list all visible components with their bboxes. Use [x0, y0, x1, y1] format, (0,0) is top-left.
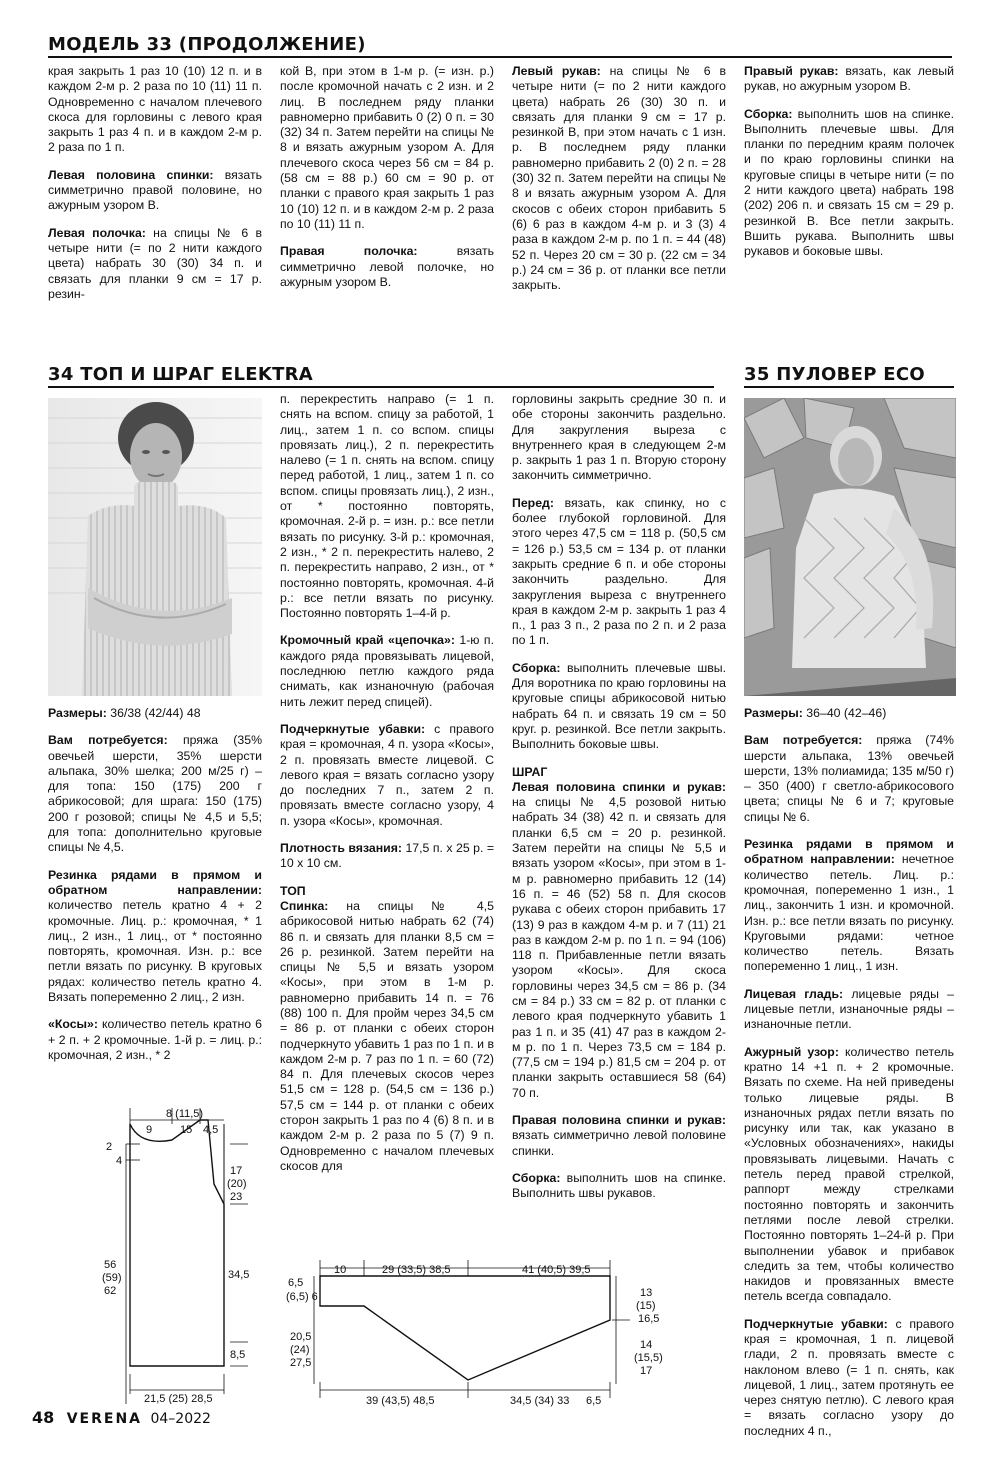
top-col2-paragraph [280, 244, 494, 290]
m34-col3-heading: Сборка: [512, 1170, 561, 1185]
m34-col3-text: вязать, как спинку, но с более глубокой горловиной. Для этого через 47,5 см = 118 р. (50,5 см = 126 р.) 53,5 см = 134 р. от планки закрыть средние 6 п. и обе стороны закончить раздельно. Для закругления выреза с внутреннего края в каждом 2-м р. закрыть 1 раз 4 п., 1 раз 3 п., 2 раза по 2 п. и 2 раза по 1 п. [512, 495, 726, 648]
m34-col2-text: с правого края = кромочная, 4 п. узора «Косы», 2 п. провязать вместе лицевой. С левого края = вязать согласно узору до последних 7 п., затем 2 п. провязать вместе согласно узору, 4 п. узора «Косы», кромочная. [280, 721, 495, 828]
top-col1-heading: Левая полочка: [48, 225, 146, 240]
section-title-model34: 34 ТОП И ШРАГ ELEKTRA [48, 364, 314, 385]
m34-col2-heading: Подчеркнутые убавки: [280, 721, 426, 736]
top-col4-paragraph [744, 107, 954, 260]
diagram-shrug-pattern [286, 1258, 672, 1408]
top-col4-heading: Правый рукав: [744, 64, 839, 78]
m34-col1-paragraph [48, 1017, 262, 1063]
top-col1-paragraph [48, 226, 262, 302]
m35-col-text: пряжа (74% шерсти альпака, 13% овечьей шерсти, 13% полиамида; 135 м/50 г) – 350 (400) г светло-абрикосового цвета; спицы № 6 и 7; круговые спицы № 6. [744, 733, 954, 824]
shrug-dim-155: (15,5) [634, 1352, 663, 1364]
shrug-dim-6: (6,5) 6 [286, 1291, 318, 1303]
m34-col3-heading: Перед: [512, 495, 554, 510]
m34-col1-text: пряжа (35% овечьей шерсти, 35% шерсти альпака, 30% шелка; 200 м/25 г) – для топа: 150 (175) 200 г абрикосовой; для шрага: 150 (175) 200 г розовой; спицы № 4,5 и 5,5; для топа: дополнительно круговые спицы № 4,5. [48, 733, 262, 855]
magazine-name: VERENA [66, 1411, 143, 1427]
page-number: 48 [32, 1408, 55, 1427]
m34-col2-text: 1-ю п. каждого ряда провязывать лицевой, последнюю петлю каждого ряда снимать, как изнаночную (рабочая нить лежит перед спицей). [280, 633, 494, 709]
m34-col3-paragraph [512, 780, 726, 1101]
m34-col1-heading: «Косы»: [48, 1017, 98, 1032]
top-col1-paragraph [48, 64, 262, 156]
dim-right-17: 17 [230, 1165, 243, 1177]
shrug-dim-14: 14 [640, 1339, 653, 1351]
m34-col2-paragraph [280, 884, 494, 899]
m34-col1-heading: Вам потребуется: [48, 733, 168, 748]
m35-col-heading: Вам потребуется: [744, 733, 863, 748]
model34-column-2 [280, 392, 494, 1186]
shrug-dim-10: 10 [334, 1264, 347, 1276]
m34-col2-heading: ТОП [280, 883, 306, 898]
dim-left-2: 2 [106, 1141, 113, 1153]
m35-col-heading: Ажурный узор: [744, 1044, 839, 1059]
top-col1-heading: Левая половина спинки: [48, 167, 214, 182]
shrug-dim-13: 13 [640, 1287, 653, 1299]
m34-col3-paragraph [512, 496, 726, 649]
m35-col-text: с правого края = кромочная, 1 п. лицевой глади, 2 п. провязать вместе с наклоном влево (= 1 п. снять, как лицевой, 1 лиц., затем протянуть ее через снятую петлю). С левого края = вязать согласно узору до последних 4 п., [744, 1316, 954, 1438]
m34-col2-heading: Спинка: [280, 898, 329, 913]
top-col4-heading: Сборка: [744, 106, 793, 121]
section-title-model35: 35 ПУЛОВЕР ECO [744, 364, 925, 385]
shrug-dim-17: 17 [640, 1365, 653, 1377]
header-rule [48, 56, 952, 58]
m34-col3-heading: ШРАГ [512, 764, 548, 779]
photo-woman-turtleneck [48, 398, 262, 696]
top-col2-text: вязать симметрично левой полочке, но ажурным узором В. [280, 244, 495, 289]
m34-col3-text: вязать симметрично левой половине спинки. [512, 1128, 726, 1158]
m34-col3-heading: Правая половина спинки и рукав: [512, 1113, 726, 1128]
shrug-dim-29: 29 (33,5) 38,5 [382, 1264, 451, 1276]
dim-left-4: 4 [116, 1155, 123, 1167]
m35-col-heading: Лицевая гладь: [744, 986, 844, 1001]
m34-col3-paragraph [512, 1171, 726, 1202]
m34-col2-paragraph [280, 841, 494, 872]
m34-col3-heading: Левая половина спинки и рукав: [512, 779, 726, 794]
photo-woman-lace-pullover-image [744, 398, 956, 696]
dim-right-23: 23 [230, 1191, 243, 1203]
sizes-label: Размеры: [48, 706, 107, 720]
model35-sizes [744, 706, 954, 721]
sizes-value: 36/38 (42/44) 48 [106, 706, 201, 720]
m35-col-paragraph [744, 1317, 954, 1439]
m34-col2-paragraph [280, 392, 494, 621]
photo-woman-lace-pullover [744, 398, 956, 696]
m34-col3-text: выполнить шов на спинке. Выполнить швы рукавов. [512, 1170, 726, 1201]
m34-col2-text: 17,5 п. х 25 р. = 10 х 10 см. [280, 841, 494, 871]
header-rule-35 [744, 386, 954, 388]
m34-col2-heading: Кромочный край «цепочка»: [280, 633, 455, 648]
photo-woman-turtleneck-image [48, 398, 262, 696]
top-col4-text: вязать, как левый рукав, но ажурным узором В. [744, 64, 955, 94]
m34-col2-heading: Плотность вязания: [280, 841, 402, 856]
m34-col3-text: выполнить плечевые швы. Для воротника по краю горловины на круговые спицы абрикосовой нитью набрать 64 п. и связать 19 см = 50 круг. р. резинкой. Все петли закрыть. Выполнить боковые швы. [512, 660, 726, 752]
top-column-3 [512, 64, 726, 305]
dim-left-59: (59) [102, 1272, 122, 1284]
diagram-top-pattern [100, 1104, 260, 1404]
m35-col-text: лицевые ряды – лицевые петли, изнаночные ряды – изнаночные петли. [744, 986, 954, 1032]
model34-column-3 [512, 392, 726, 1214]
shrug-dim-275: 27,5 [290, 1357, 312, 1369]
dim-left-56: 56 [104, 1259, 117, 1271]
top-col2-text: кой В, при этом в 1-м р. (= изн. р.) после кромочной начать с 2 изн. и 2 лиц. В последнем ряду планки равномерно прибавить 0 (2) 0 п. = 30 (32) 34 п. Затем перейти на спицы № 8 и вязать ажурным узором А. Для плечевого скоса через 56 см = 84 р. (58 см = 88 р.) 60 см = 90 р. от планки с правого края закрыть 1 раз 10 (10) 12 п. и в каждом 2-м р. 2 раза по 10 (11) 11 п. [280, 64, 494, 231]
top-col4-text: выполнить шов на спинке. Выполнить плечевые швы. Для планки по передним краям полочек и по краю горловины спинки на круговые спицы в четыре нити (= по 2 нити каждого цвета) набрать 198 (202) 206 п. и связать 15 см = 29 р. резинкой В. Все петли закрыть. Вшить рукава. Выполнить швы рукавов и боковые швы. [744, 106, 954, 259]
dim-right-85: 8,5 [230, 1349, 246, 1361]
top-col2-paragraph [280, 64, 494, 232]
m35-col-heading: Подчеркнутые убавки: [744, 1316, 888, 1331]
m34-col1-text: количество петель кратно 6 + 2 п. + 2 кромочные. 1-й р. = лиц. р.: кромочная, 2 изн., * 2 [48, 1017, 262, 1062]
top-col1-paragraph [48, 168, 262, 214]
m34-col2-text: на спицы № 4,5 абрикосовой нитью набрать 62 (74) 86 п. и связать для планки 8,5 см = 26 р. резинкой. Затем перейти на спицы № 5,5 и вязать узором «Косы», при этом в 1-м р. равномерно прибавить 14 п. = 76 (88) 100 п. Для пройм через 34,5 см = 86 р. от планки с обеих сторон подчеркнуто убавить 1 раз по 1 п. и в каждом 2-м р. 7 раз по 1 п. = 60 (72) 84 п. Для плечевых скосов через 51,5 см = 128 р. (54,5 см = 136 р.) 57,5 см = 144 р. от планки с обеих сторон закрыть 1 раз по 4 (6) 8 п. и в каждом 2-м р. 2 раза по 5 (7) 9 п. Одновременно с началом плечевых скосов для [280, 898, 494, 1173]
shrug-dim-24: (24) [290, 1344, 310, 1356]
top-col3-heading: Левый рукав: [512, 64, 601, 78]
m34-col3-paragraph [512, 661, 726, 753]
shrug-dim-65b: 6,5 [586, 1395, 602, 1407]
dim-top-9: 9 [146, 1124, 153, 1136]
model34-column-1 [48, 706, 262, 1075]
dim-top-8: 8 (11,5) [166, 1108, 204, 1120]
top-col3-paragraph [512, 64, 726, 293]
m34-col1-paragraph [48, 868, 262, 1006]
m35-col-paragraph [744, 1045, 954, 1305]
m34-col1-heading: Резинка рядами в прямом и обратном направлении: [48, 867, 262, 897]
m34-col1-text: количество петель кратно 4 + 2 кромочные. Лиц. р.: кромочная, * 1 лиц., 2 изн., 1 лиц., от * постоянно повторять, кромочная. Изн. р.: все петли вязать по рисунку. В круговых рядах: количество петель кратно 4. Вязать попеременно 2 лиц., 2 изн. [48, 898, 262, 1005]
model34-sizes [48, 706, 262, 721]
m34-col2-text: п. перекрестить направо (= 1 п. снять на вспом. спицу за работой, 1 лиц., затем 1 п. со вспом. спицы провязать лиц.), 2 п. перекрестить налево (= 1 п. снять на вспом. спицу перед работой, 1 лиц., затем 1 п. со вспом. спицы провязать лиц.), 2 изн., от * постоянно повторять, кромочная. 2-й р. = изн. р.: все петли вязать по рисунку. 3-й р.: кромочная, 2 изн., * 2 п. перекрестить налево, 2 п. перекрестить направо, 2 изн., от * постоянно повторять, кромочная. 4-й р.: все петли вязать по рисунку. Постоянно повторять 1–4-й р. [280, 392, 494, 621]
m34-col2-paragraph [280, 722, 494, 829]
m34-col1-paragraph [48, 733, 262, 855]
m34-col2-paragraph [280, 899, 494, 1174]
top-col2-heading: Правая полочка: [280, 244, 418, 259]
top-column-2 [280, 64, 494, 302]
top-col1-text: края закрыть 1 раз 10 (10) 12 п. и в каждом 2-м р. 2 раза по 10 (11) 11 п. Одновременно с началом плечевого скоса для горловины с левого края закрыть 1 раз 4 п. и в каждом 2-м р. 2 раза по 1 п. [48, 64, 262, 155]
shrug-dim-205: 20,5 [290, 1331, 312, 1343]
shrug-dim-345: 34,5 (34) 33 [510, 1395, 570, 1407]
shrug-dim-15: (15) [636, 1300, 656, 1312]
m35-col-paragraph [744, 733, 954, 825]
dim-top-45: 4,5 [203, 1124, 219, 1136]
m34-col3-paragraph [512, 1113, 726, 1159]
shrug-dim-65: 6,5 [288, 1277, 304, 1289]
m35-col-text: количество петель кратно 14 +1 п. + 2 кромочные. Вязать по схеме. На ней приведены только лицевые ряды. В изнаночных рядах петли вязать по рисунку или так, как указано в «Условных обозначениях», накиды провязывать лицевыми. Начать с петель перед правой стрелкой, раппорт между стрелками постоянно повторять и закончить петлями после левой стрелки. Постоянно повторять 1–24-й р. При выполнении убавок и прибавок следить за тем, чтобы количество накидов и провязанных вместе петель всегда совпадало. [744, 1044, 954, 1304]
m35-col-paragraph [744, 837, 954, 975]
m35-col-heading: Резинка рядами в прямом и обратном направлении: [744, 837, 954, 867]
footer [32, 1408, 211, 1427]
dim-bottom-215: 21,5 (25) 28,5 [144, 1393, 213, 1404]
sizes-value-35: 36–40 (42–46) [802, 706, 887, 720]
top-col3-text: на спицы № 6 в четыре нити (= по 2 нити каждого цвета) набрать 26 (30) 30 п. и связать для планки 9 см = 17 р. резинкой В, при этом начать с 1 изн. р. В последнем ряду планки равномерно прибавить 2 (0) 2 п. = 28 (30) 32 п. Затем перейти на спицы № 8 и вязать ажурным узором А. Для скосов с обеих сторон прибавить 5 (6) 6 раз в каждом 4-м р. и 3 (3) 4 раза в каждом 2-м р. по 1 п. = 44 (48) 52 п. Через 20 см = 30 р. (22 см = 34 р.) 24 см = 36 р. от планки все петли закрыть. [512, 64, 726, 293]
m34-col3-paragraph [512, 392, 726, 484]
m34-col3-heading: Сборка: [512, 660, 561, 675]
m34-col3-text: горловины закрыть средние 30 п. и обе стороны закончить раздельно. Для закругления выреза с внутреннего края в следующем 2-м р. закрыть 1 раз 1 п. Вторую сторону закончить симметрично. [512, 392, 726, 483]
dim-top-15: 15 [180, 1124, 193, 1136]
top-col1-text: вязать симметрично правой половине, но ажурным узором В. [48, 167, 263, 213]
magazine-issue: 04–2022 [150, 1411, 211, 1427]
shrug-dim-165: 16,5 [638, 1313, 660, 1325]
sizes-label-35: Размеры: [744, 706, 803, 720]
top-column-4 [744, 64, 954, 272]
top-column-1 [48, 64, 262, 314]
shrug-dim-41: 41 (40,5) 39,5 [522, 1264, 591, 1276]
top-col1-text: на спицы № 6 в четыре нити (= по 2 нити каждого цвета) набрать 30 (30) 34 п. и связать для планки 9 см = 17 р. резин- [48, 225, 262, 301]
m35-col-paragraph [744, 987, 954, 1033]
model35-column [744, 706, 954, 1451]
m34-col3-paragraph [512, 765, 726, 780]
dim-right-20: (20) [227, 1178, 247, 1190]
section-title-model33: МОДЕЛЬ 33 (ПРОДОЛЖЕНИЕ) [48, 34, 366, 55]
top-col4-paragraph [744, 64, 954, 95]
m34-col2-paragraph [280, 633, 494, 709]
m35-col-text: нечетное количество петель. Лиц. р.: кромочная, попеременно 1 изн., 1 лиц., закончить 1 изн. и кромочной. Изн. р.: все петли вязать по рисунку. Круговыми рядами: четное количество петель. Вязать попеременно 1 лиц., 1 изн. [744, 852, 955, 974]
m34-col3-text: на спицы № 4,5 розовой нитью набрать 34 (38) 42 п. и связать для планки 6,5 см = 20 р. резинкой. Затем перейти на спицы № 5,5 и вязать узором «Косы», при этом в 1-м р. равномерно прибавить 12 (14) 16 п. = 46 (52) 58 п. Для скосов рукава с обеих сторон прибавить 17 (13) 9 раз в каждом 4-м р. и 7 (11) 21 раз в каждом 2-м р. по 1 п. = 94 (106) 118 п. Прибавленные петли вязать узором «Косы». Для скоса горловины через 34,5 см = 86 р. (34 см = 84 р.) 33 см = 82 р. от планки с левого края подчеркнуто убавить 1 раз 1 п. и 35 (41) 47 раз в каждом 2-м р. по 1 п. Через 73,5 см = 184 р. (77,5 см = 194 р.) 81,5 см = 204 р. от планки закрыть оставшиеся 58 (64) 70 п. [512, 795, 726, 1100]
header-rule-34 [48, 386, 714, 388]
dim-left-62: 62 [104, 1285, 117, 1297]
shrug-dim-39: 39 (43,5) 48,5 [366, 1395, 435, 1407]
dim-right-345: 34,5 [228, 1269, 250, 1281]
